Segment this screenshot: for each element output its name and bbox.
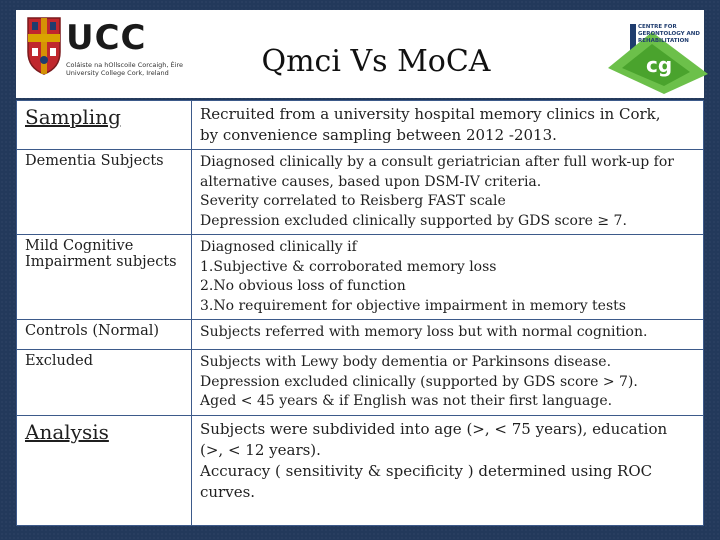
- centre-name: [638, 24, 700, 45]
- row-description: Diagnosed clinically if 1.Subjective & corroborated memory loss 2.No obvious loss of function 3.No requirement for objective impairment in memory tests: [192, 235, 704, 320]
- row-description: Subjects were subdivided into age (>, < 75 years), education (>, < 12 years). Accuracy ( sensitivity & specificity ) determined using ROC curves.: [192, 416, 704, 526]
- row-label: Controls (Normal): [17, 320, 192, 350]
- ucc-crest-icon: [26, 16, 62, 76]
- header-banner: [16, 10, 704, 98]
- centre-logo: [608, 24, 708, 94]
- row-description: Diagnosed clinically by a consult geriatrician after full work-up for alternative causes, based upon DSM-IV criteria. Severity correlated to Reisberg FAST scale Depression excluded clinically supported by GDS score ≥ 7.: [192, 150, 704, 235]
- ucc-subtitle-irish: Coláiste na hOllscoile Corcaigh, Éire: [66, 61, 183, 69]
- row-label: Analysis: [17, 416, 192, 526]
- row-description: Recruited from a university hospital memory clinics in Cork, by convenience sampling between 2012 -2013.: [192, 101, 704, 150]
- row-label: Sampling: [17, 101, 192, 150]
- study-table: [16, 100, 704, 526]
- centre-line-2: GERONTOLOGY AND: [638, 31, 700, 37]
- ucc-wordmark: UCC: [66, 18, 147, 58]
- table-row: [17, 101, 704, 150]
- table-row: [17, 235, 704, 320]
- row-label: Mild Cognitive Impairment subjects: [17, 235, 192, 320]
- row-label: Dementia Subjects: [17, 150, 192, 235]
- page-title: Qmci Vs MoCA: [261, 44, 491, 79]
- table-row: [17, 150, 704, 235]
- ucc-logo: [26, 16, 183, 92]
- row-description: Subjects referred with memory loss but with normal cognition.: [192, 320, 704, 350]
- table-row: [17, 350, 704, 416]
- ucc-subtitle-english: University College Cork, Ireland: [66, 69, 169, 77]
- row-label: Excluded: [17, 350, 192, 416]
- centre-line-1: CENTRE FOR: [638, 24, 677, 30]
- table-row: [17, 320, 704, 350]
- centre-line-3: REHABILITATION: [638, 38, 689, 44]
- svg-text:cg: cg: [646, 53, 673, 77]
- row-description: Subjects with Lewy body dementia or Parkinsons disease. Depression excluded clinically (supported by GDS score > 7). Aged < 45 years & if English was not their first language.: [192, 350, 704, 416]
- table-row: [17, 416, 704, 526]
